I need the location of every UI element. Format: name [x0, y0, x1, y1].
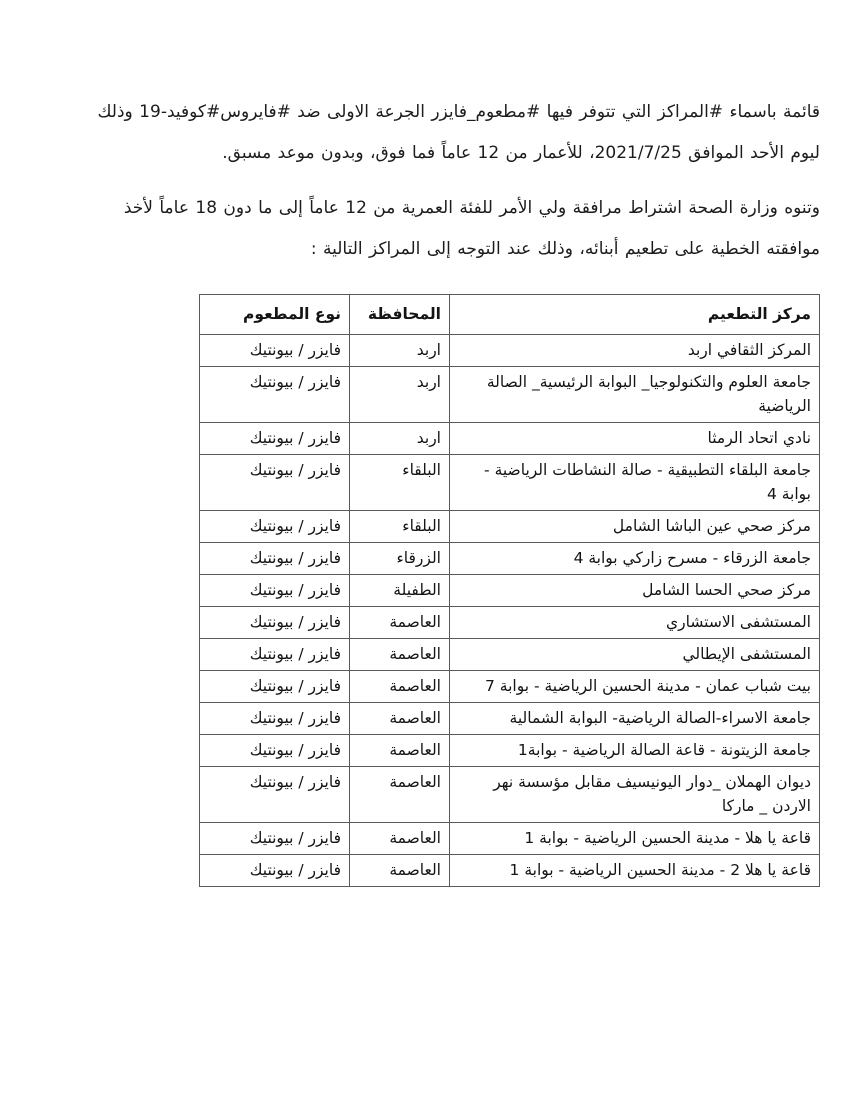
cell-governorate: العاصمة — [350, 703, 450, 735]
cell-governorate: اربد — [350, 367, 450, 423]
cell-vaccine-type: فايزر / بيونتيك — [200, 543, 350, 575]
intro-paragraph: قائمة باسماء #المراكز التي تتوفر فيها #مطعوم_فايزر الجرعة الاولى ضد #فايروس#كوفيد-19 وذلك ليوم الأحد الموافق 2021/7/25، للأعمار من 12 عاماً فما فوق، وبدون موعد مسبق. — [97, 102, 820, 163]
cell-vaccination-center: قاعة يا هلا - مدينة الحسين الرياضية - بوابة 1 — [450, 823, 820, 855]
cell-vaccine-type: فايزر / بيونتيك — [200, 423, 350, 455]
table-row — [200, 607, 820, 639]
cell-governorate: البلقاء — [350, 455, 450, 511]
cell-vaccination-center: ديوان الهملان _دوار اليونيسيف مقابل مؤسسة نهر الاردن _ ماركا — [450, 767, 820, 823]
cell-governorate: البلقاء — [350, 511, 450, 543]
cell-vaccination-center: بيت شباب عمان - مدينة الحسين الرياضية - بوابة 7 — [450, 671, 820, 703]
ministry-notice-paragraph: وتنوه وزارة الصحة اشتراط مرافقة ولي الأمر للفئة العمرية من 12 عاماً إلى ما دون 18 عاماً لأخذ موافقته الخطية على تطعيم أبنائه، وذلك عند التوجه إلى المراكز التالية : — [123, 198, 820, 259]
cell-vaccination-center: المستشفى الاستشاري — [450, 607, 820, 639]
cell-vaccine-type: فايزر / بيونتيك — [200, 575, 350, 607]
table-row — [200, 735, 820, 767]
cell-vaccination-center: جامعة البلقاء التطبيقية - صالة النشاطات الرياضية - بوابة 4 — [450, 455, 820, 511]
cell-vaccination-center: جامعة الزيتونة - قاعة الصالة الرياضية - بوابة1 — [450, 735, 820, 767]
col-header-governorate: المحافظة — [350, 295, 450, 335]
table-row — [200, 455, 820, 511]
table-row — [200, 511, 820, 543]
table-row — [200, 671, 820, 703]
cell-vaccine-type: فايزر / بيونتيك — [200, 639, 350, 671]
table-row — [200, 823, 820, 855]
table-row — [200, 543, 820, 575]
cell-governorate: العاصمة — [350, 823, 450, 855]
cell-governorate: العاصمة — [350, 607, 450, 639]
table-header-row — [200, 295, 820, 335]
cell-governorate: العاصمة — [350, 735, 450, 767]
cell-vaccine-type: فايزر / بيونتيك — [200, 735, 350, 767]
table-row — [200, 575, 820, 607]
cell-vaccine-type: فايزر / بيونتيك — [200, 335, 350, 367]
cell-vaccination-center: قاعة يا هلا 2 - مدينة الحسين الرياضية - بوابة 1 — [450, 855, 820, 887]
cell-governorate: العاصمة — [350, 855, 450, 887]
table-row — [200, 703, 820, 735]
cell-vaccine-type: فايزر / بيونتيك — [200, 823, 350, 855]
cell-vaccination-center: المستشفى الإيطالي — [450, 639, 820, 671]
cell-governorate: الطفيلة — [350, 575, 450, 607]
cell-vaccine-type: فايزر / بيونتيك — [200, 367, 350, 423]
cell-vaccine-type: فايزر / بيونتيك — [200, 671, 350, 703]
cell-vaccine-type: فايزر / بيونتيك — [200, 511, 350, 543]
table-row — [200, 335, 820, 367]
table-row — [200, 767, 820, 823]
cell-vaccination-center: جامعة العلوم والتكنولوجيا_ البوابة الرئيسية_ الصالة الرياضية — [450, 367, 820, 423]
cell-vaccine-type: فايزر / بيونتيك — [200, 607, 350, 639]
cell-governorate: اربد — [350, 335, 450, 367]
cell-governorate: العاصمة — [350, 671, 450, 703]
col-header-vaccination-center: مركز التطعيم — [450, 295, 820, 335]
cell-vaccine-type: فايزر / بيونتيك — [200, 855, 350, 887]
cell-vaccination-center: مركز صحي الحسا الشامل — [450, 575, 820, 607]
cell-governorate: الزرقاء — [350, 543, 450, 575]
cell-vaccine-type: فايزر / بيونتيك — [200, 703, 350, 735]
table-row — [200, 367, 820, 423]
cell-vaccination-center: مركز صحي عين الباشا الشامل — [450, 511, 820, 543]
cell-governorate: العاصمة — [350, 639, 450, 671]
cell-vaccination-center: جامعة الزرقاء - مسرح زاركي بوابة 4 — [450, 543, 820, 575]
cell-governorate: اربد — [350, 423, 450, 455]
table-row — [200, 855, 820, 887]
cell-vaccination-center: المركز الثقافي اربد — [450, 335, 820, 367]
vaccination-centers-table — [199, 294, 820, 887]
cell-vaccine-type: فايزر / بيونتيك — [200, 767, 350, 823]
table-row — [200, 639, 820, 671]
table-body — [200, 335, 820, 887]
col-header-vaccine-type: نوع المطعوم — [200, 295, 350, 335]
cell-vaccination-center: نادي اتحاد الرمثا — [450, 423, 820, 455]
table-row — [200, 423, 820, 455]
cell-vaccine-type: فايزر / بيونتيك — [200, 455, 350, 511]
cell-vaccination-center: جامعة الاسراء-الصالة الرياضية- البوابة الشمالية — [450, 703, 820, 735]
cell-governorate: العاصمة — [350, 767, 450, 823]
